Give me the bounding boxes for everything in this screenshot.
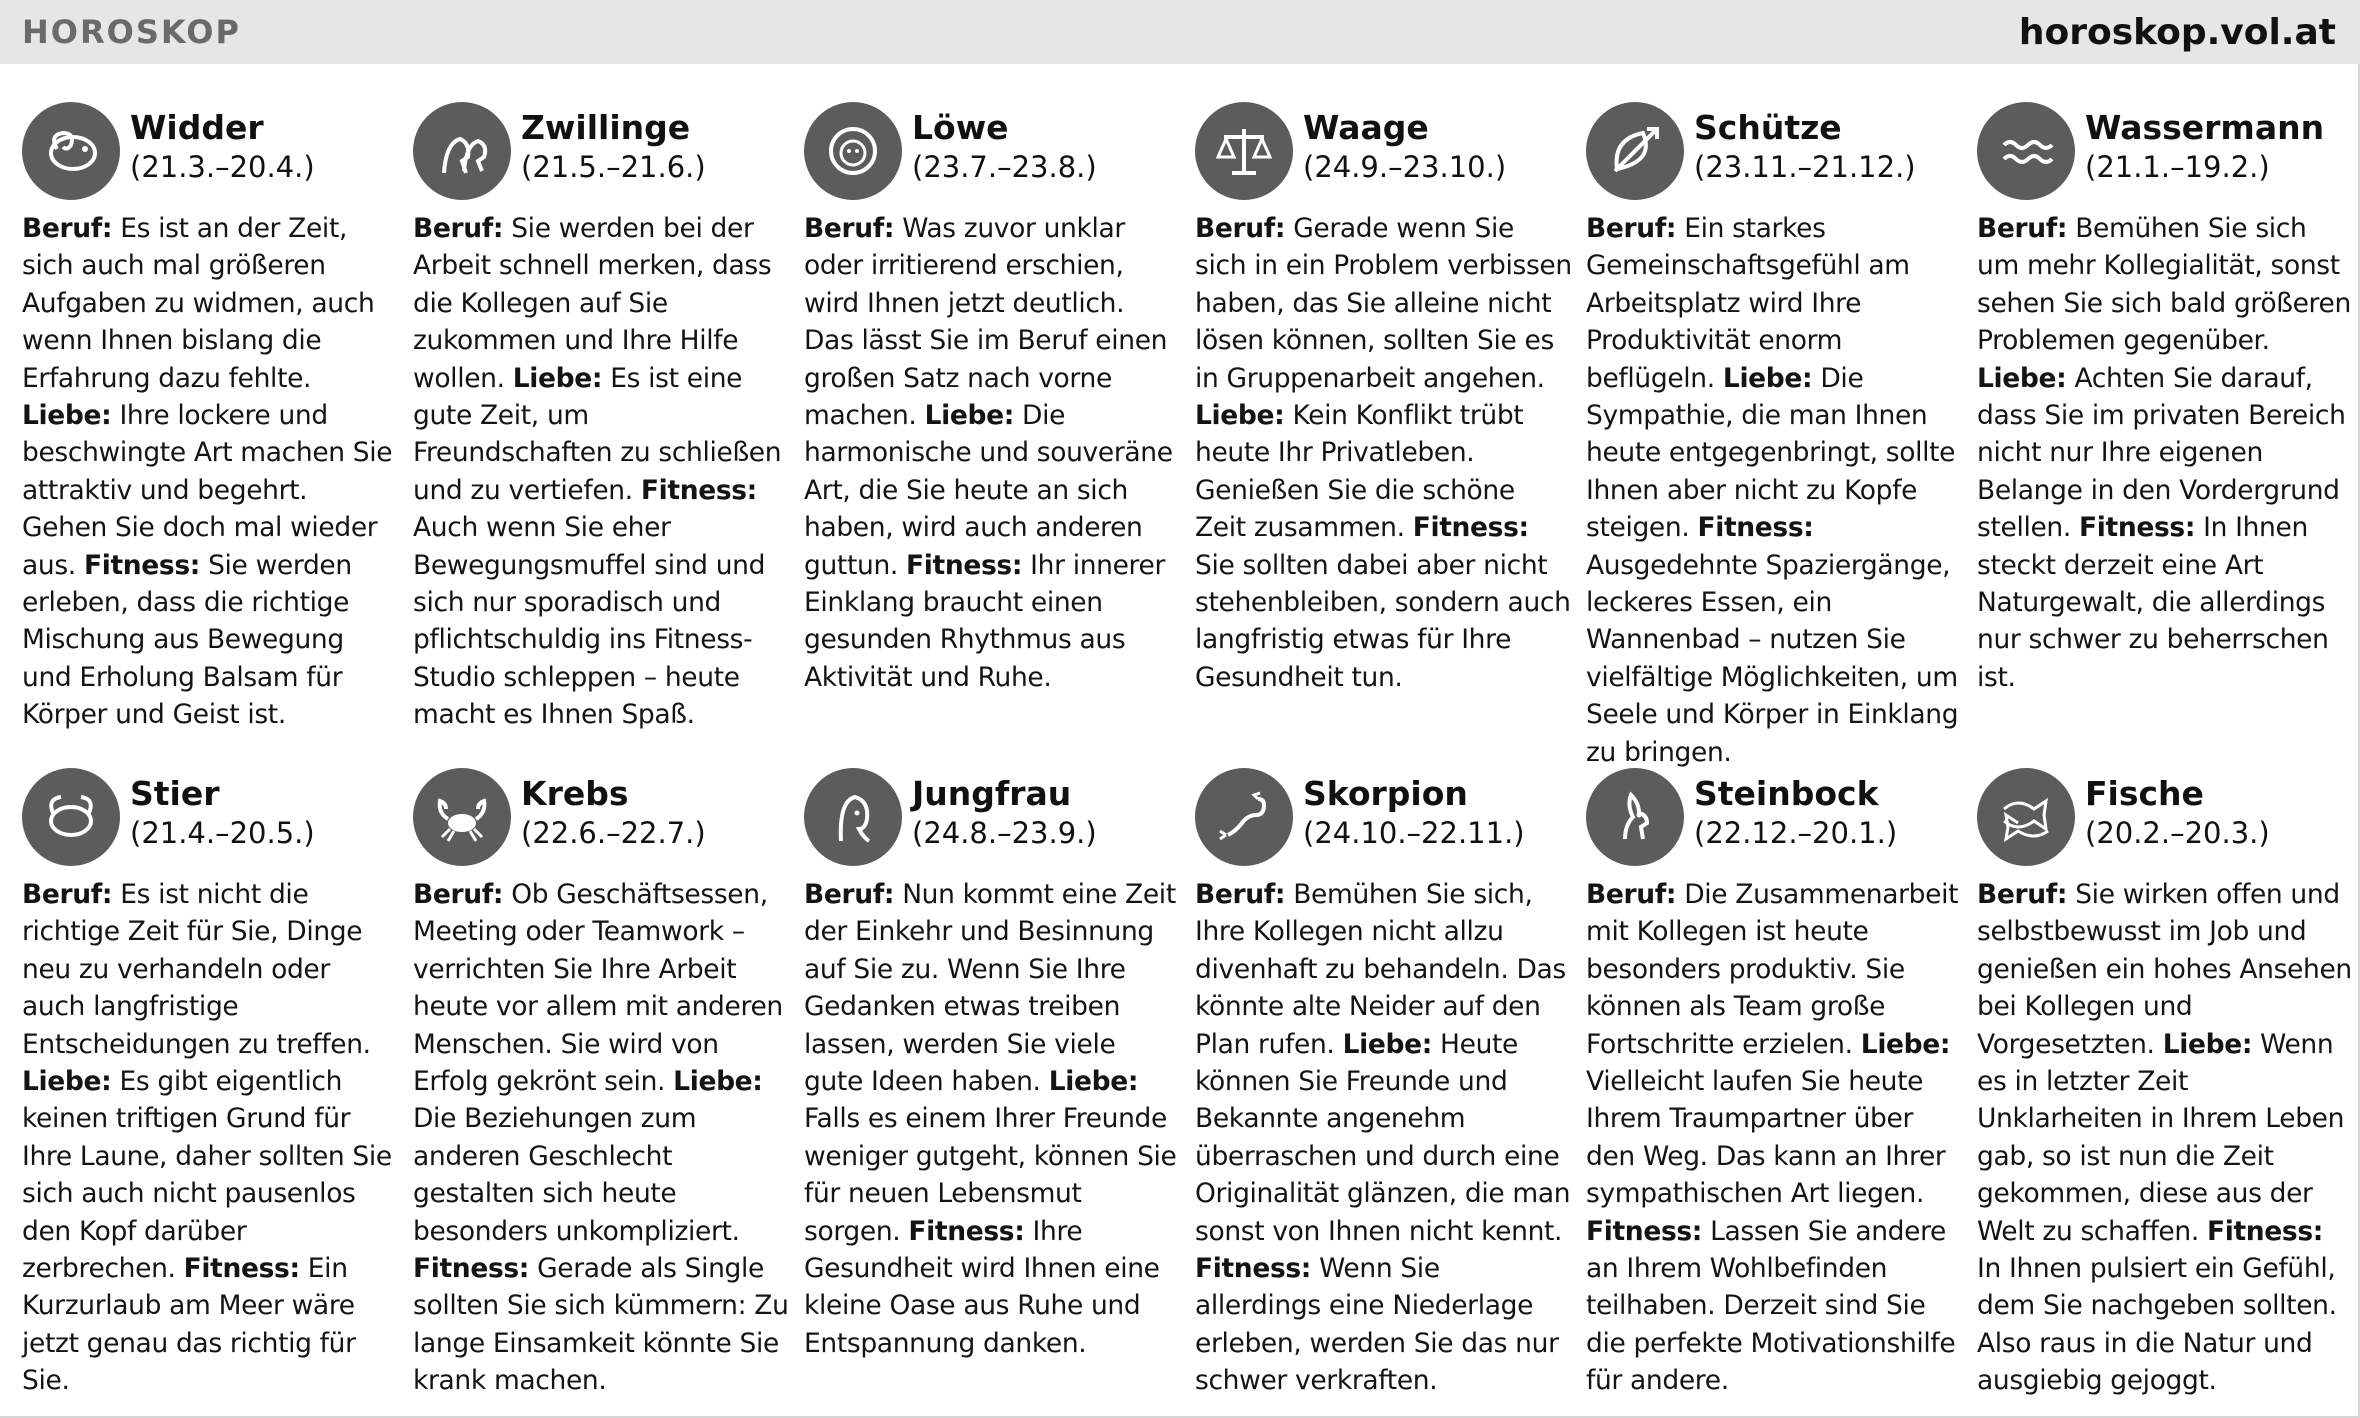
beruf-label: Beruf: (1195, 879, 1286, 910)
beruf-text: Es ist nicht die richtige Zeit für Sie, Dinge neu zu verhandeln oder auch langfristige Entscheidungen zu treffen. (22, 879, 371, 1060)
fitness-text: Lassen Sie andere an Ihrem Wohlbefinden teilhaben. Derzeit sind Sie die perfekte Motivationshilfe für andere. (1586, 1215, 1956, 1397)
liebe-label: Liebe: (924, 400, 1014, 432)
sign-name: Schütze (1694, 108, 1842, 147)
beruf-label: Beruf: (1977, 879, 2068, 910)
beruf-text: Die Zusammenarbeit mit Kollegen ist heute besonders produktiv. Sie können als Team große Fortschritte erzielen. (1586, 879, 1959, 1060)
beruf-text: Gerade wenn Sie sich in ein Problem verbissen haben, das Sie alleine nicht lösen können, sollten Sie es in Gruppenarbeit angehen. (1195, 213, 1572, 394)
sign-loewe (804, 96, 1195, 762)
fitness-text: In Ihnen steckt derzeit eine Art Naturgewalt, die allerdings nur schwer zu beherrschen ist. (1977, 512, 2329, 693)
sign-name: Steinbock (1694, 774, 1879, 813)
liebe-text: Vielleicht laufen Sie heute Ihrem Traumpartner über den Weg. Das kann an Ihrer sympathischen Art liegen. (1586, 1066, 1946, 1210)
fitness-label: Fitness: (83, 549, 200, 581)
beruf-label: Beruf: (1586, 879, 1677, 910)
liebe-label: Liebe: (1977, 362, 2067, 394)
fitness-label: Fitness: (1412, 512, 1529, 544)
sign-titles (2085, 762, 2270, 852)
fitness-text: Wenn Sie allerdings eine Niederlage erleben, werden Sie das nur schwer verkraften. (1195, 1253, 1559, 1397)
sign-titles (1303, 96, 1506, 186)
page-title: HOROSKOP (22, 13, 241, 51)
beruf-text: Nun kommt eine Zeit der Einkehr und Besinnung auf Sie zu. Wenn Sie Ihre Gedanken etwas treiben lassen, werden Sie viele gute Ideen haben. (804, 879, 1176, 1098)
liebe-text: Die Sympathie, die man Ihnen heute entgegenbringt, sollte Ihnen aber nicht zu Kopfe steigen. (1586, 362, 1956, 544)
sign-icon-graphic (39, 119, 103, 183)
beruf-text: Was zuvor unklar oder irritierend erschien, wird Ihnen jetzt deutlich. Das lässt Sie im Beruf einen großen Satz nach vorne machen. (804, 213, 1168, 432)
beruf-label: Beruf: (22, 213, 113, 244)
sign-icon-graphic (821, 119, 885, 183)
sign-header (1195, 762, 1572, 868)
bull-icon (22, 768, 120, 866)
sign-header (22, 762, 399, 868)
sign-icon-graphic (1212, 785, 1276, 849)
bow-and-arrow-icon (1586, 102, 1684, 200)
sign-name: Stier (130, 774, 220, 813)
liebe-text: Kein Konflikt trübt heute Ihr Privatleben. Genießen Sie die schöne Zeit zusammen. (1195, 400, 1524, 544)
sign-skorpion (1195, 762, 1586, 1402)
sign-titles (912, 762, 1097, 852)
beruf-label: Beruf: (1586, 213, 1677, 244)
liebe-label: Liebe: (22, 1066, 112, 1098)
sign-icon-graphic (1994, 785, 2058, 849)
fitness-text: Ein Kurzurlaub am Meer wäre jetzt genau das richtig für Sie. (22, 1253, 356, 1397)
sign-text (1977, 876, 2354, 1400)
beruf-label: Beruf: (804, 879, 895, 910)
fitness-text: Ausgedehnte Spaziergänge, leckeres Essen, ein Wannenbad – nutzen Sie vielfältige Möglichkeiten, um Seele und Körper in Einklang zu bringen. (1586, 549, 1959, 768)
fish-icon (1977, 768, 2075, 866)
sign-titles (1694, 762, 1897, 852)
sign-titles (130, 762, 315, 852)
sign-icon-graphic (821, 785, 885, 849)
liebe-label: Liebe: (1722, 362, 1813, 394)
liebe-text: Wenn es in letzter Zeit Unklarheiten in Ihrem Leben gab, so ist nun die Zeit gekommen, diese aus der Welt zu schaffen. (1977, 1028, 2345, 1247)
sign-dates: (22.12.–20.1.) (1694, 816, 1898, 850)
beruf-label: Beruf: (804, 213, 895, 244)
liebe-text: Falls es einem Ihrer Freunde weniger gutgeht, können Sie für neuen Lebensmut sorgen. (804, 1103, 1177, 1247)
sign-titles (521, 762, 706, 852)
sign-titles (521, 96, 706, 186)
sign-dates: (21.1.–19.2.) (2085, 150, 2270, 184)
scorpion-icon (1195, 768, 1293, 866)
fitness-text: Auch wenn Sie eher Bewegungsmuffel sind und sich nur sporadisch und pflichtschuldig ins Fitness-Studio schleppen – heute macht es Ihnen Spaß. (413, 512, 766, 731)
fitness-text: Ihr innerer Einklang braucht einen gesunden Rhythmus aus Aktivität und Ruhe. (804, 549, 1166, 693)
maiden-icon (804, 768, 902, 866)
liebe-label: Liebe: (1342, 1028, 1432, 1060)
sign-stier (22, 762, 413, 1402)
sign-name: Widder (130, 108, 264, 147)
sign-icon-graphic (430, 119, 494, 183)
beruf-text: Es ist an der Zeit, sich auch mal größeren Aufgaben zu widmen, auch wenn Ihnen bislang die Erfahrung dazu fehlte. (22, 213, 375, 394)
beruf-text: Bemühen Sie sich, Ihre Kollegen nicht allzu divenhaft zu behandeln. Das könnte alte Neider auf den Plan rufen. (1195, 879, 1566, 1060)
liebe-label: Liebe: (22, 400, 112, 432)
sign-dates: (23.7.–23.8.) (912, 150, 1097, 184)
sign-titles (1303, 762, 1525, 852)
fitness-label: Fitness: (906, 549, 1023, 581)
fitness-label: Fitness: (1195, 1253, 1312, 1285)
beruf-label: Beruf: (413, 213, 504, 244)
sign-wassermann (1977, 96, 2360, 762)
crab-icon (413, 768, 511, 866)
sign-header (1586, 96, 1963, 202)
liebe-text: Die Beziehungen zum anderen Geschlecht gestalten sich heute besonders unkompliziert. (413, 1103, 740, 1247)
liebe-label: Liebe: (1195, 400, 1285, 432)
sign-text (804, 210, 1181, 696)
fitness-text: In Ihnen pulsiert ein Gefühl, dem Sie nachgeben sollten. Also raus in die Natur und ausgiebig gejoggt. (1977, 1253, 2337, 1397)
water-bearer-icon (1977, 102, 2075, 200)
ram-icon (22, 102, 120, 200)
ibex-icon (1586, 768, 1684, 866)
lion-icon (804, 102, 902, 200)
sign-icon-graphic (1603, 119, 1667, 183)
sign-name: Waage (1303, 108, 1429, 147)
liebe-label: Liebe: (1860, 1028, 1951, 1060)
beruf-text: Sie wirken offen und selbstbewusst im Job und genießen ein hohes Ansehen bei Kollegen und Vorgesetzten. (1977, 879, 2352, 1060)
fitness-text: Ihre Gesundheit wird Ihnen eine kleine Oase aus Ruhe und Entspannung danken. (804, 1215, 1160, 1359)
sign-header (804, 762, 1181, 868)
liebe-text: Heute können Sie Freunde und Bekannte angenehm überraschen und durch eine Originalität glänzen, die man sonst von Ihnen nicht kennt. (1195, 1028, 1571, 1247)
sign-dates: (24.9.–23.10.) (1303, 150, 1507, 184)
sign-name: Skorpion (1303, 774, 1468, 813)
sign-dates: (20.2.–20.3.) (2085, 816, 2270, 850)
fitness-text: Sie werden erleben, dass die richtige Mischung aus Bewegung und Erholung Balsam für Körper und Geist ist. (22, 549, 352, 731)
beruf-label: Beruf: (22, 879, 113, 910)
sign-text (22, 876, 399, 1400)
sign-header (1977, 96, 2354, 202)
fitness-label: Fitness: (2206, 1215, 2324, 1247)
liebe-label: Liebe: (1048, 1066, 1139, 1098)
sign-text (1586, 876, 1963, 1400)
twins-icon (413, 102, 511, 200)
sign-header (1586, 762, 1963, 868)
beruf-text: Ob Geschäftsessen, Meeting oder Teamwork – verrichten Sie Ihre Arbeit heute vor allem mit anderen Menschen. Sie wird von Erfolg gekrönt sein. (413, 879, 783, 1098)
sign-icon-graphic (1212, 119, 1276, 183)
liebe-text: Es ist eine gute Zeit, um Freundschaften zu schließen und zu vertiefen. (413, 362, 782, 506)
sign-name: Krebs (521, 774, 629, 813)
sign-icon-graphic (430, 785, 494, 849)
sign-text (804, 876, 1181, 1362)
sign-name: Löwe (912, 108, 1009, 147)
liebe-label: Liebe: (512, 362, 603, 394)
beruf-text: Bemühen Sie sich um mehr Kollegialität, sonst sehen Sie sich bald größeren Problemen gegenüber. (1977, 213, 2351, 357)
fitness-label: Fitness: (1697, 512, 1814, 544)
sign-name: Fische (2085, 774, 2204, 813)
beruf-text: Sie werden bei der Arbeit schnell merken, dass die Kollegen auf Sie zukommen und Ihre Hilfe wollen. (413, 213, 772, 394)
sign-dates: (21.5.–21.6.) (521, 150, 706, 184)
fitness-label: Fitness: (908, 1215, 1025, 1247)
sign-icon-graphic (39, 785, 103, 849)
sign-dates: (23.11.–21.12.) (1694, 150, 1916, 184)
sign-text (1195, 876, 1572, 1400)
sign-waage (1195, 96, 1586, 762)
sign-widder (22, 96, 413, 762)
sign-steinbock (1586, 762, 1977, 1402)
sign-icon-graphic (1994, 119, 2058, 183)
sign-name: Jungfrau (912, 774, 1072, 813)
sign-dates: (21.3.–20.4.) (130, 150, 315, 184)
fitness-label: Fitness: (640, 474, 757, 506)
beruf-label: Beruf: (1195, 213, 1286, 244)
liebe-label: Liebe: (2162, 1028, 2253, 1060)
sign-header (804, 96, 1181, 202)
sign-dates: (21.4.–20.5.) (130, 816, 315, 850)
sign-dates: (24.8.–23.9.) (912, 816, 1097, 850)
fitness-label: Fitness: (2079, 512, 2196, 544)
horoscope-grid (22, 96, 2358, 1402)
fitness-label: Fitness: (183, 1253, 300, 1285)
fitness-label: Fitness: (1586, 1215, 1703, 1247)
sign-text (1195, 210, 1572, 696)
beruf-label: Beruf: (413, 879, 504, 910)
sign-header (413, 762, 790, 868)
sign-header (1977, 762, 2354, 868)
liebe-text: Achten Sie darauf, dass Sie im privaten Bereich nicht nur Ihre eigenen Belange in den Vordergrund stellen. (1977, 362, 2346, 544)
sign-titles (130, 96, 315, 186)
sign-dates: (22.6.–22.7.) (521, 816, 706, 850)
site-url[interactable]: horoskop.vol.at (2018, 11, 2336, 53)
sign-header (413, 96, 790, 202)
sign-name: Wassermann (2085, 108, 2325, 147)
liebe-text: Ihre lockere und beschwingte Art machen Sie attraktiv und begehrt. Gehen Sie doch mal wieder aus. (22, 400, 393, 581)
sign-header (22, 96, 399, 202)
sign-name: Zwillinge (521, 108, 691, 147)
sign-header (1195, 96, 1572, 202)
sign-titles (1694, 96, 1916, 186)
fitness-label: Fitness: (413, 1253, 530, 1285)
page-header (0, 0, 2360, 64)
sign-titles (2085, 96, 2324, 186)
sign-titles (912, 96, 1097, 186)
sign-text (1977, 210, 2354, 696)
sign-icon-graphic (1603, 785, 1667, 849)
sign-dates: (24.10.–22.11.) (1303, 816, 1525, 850)
beruf-label: Beruf: (1977, 213, 2068, 244)
sign-text (413, 210, 790, 734)
sign-zwillinge (413, 96, 804, 762)
sign-text (413, 876, 790, 1400)
liebe-text: Die harmonische und souveräne Art, die Sie heute an sich haben, wird auch anderen guttun. (804, 400, 1173, 581)
scales-icon (1195, 102, 1293, 200)
sign-text (22, 210, 399, 734)
fitness-text: Sie sollten dabei aber nicht stehenbleiben, sondern auch langfristig etwas für Ihre Gesundheit tun. (1195, 549, 1571, 693)
liebe-text: Es gibt eigentlich keinen triftigen Grund für Ihre Laune, daher sollten Sie sich auch nicht pausenlos den Kopf darüber zerbrechen. (22, 1066, 392, 1285)
fitness-text: Gerade als Single sollten Sie sich kümmern: Zu lange Einsamkeit könnte Sie krank machen. (413, 1253, 789, 1397)
sign-krebs (413, 762, 804, 1402)
sign-fische (1977, 762, 2360, 1402)
liebe-label: Liebe: (673, 1066, 763, 1098)
beruf-text: Ein starkes Gemeinschaftsgefühl am Arbeitsplatz wird Ihre Produktivität enorm beflügeln. (1586, 213, 1910, 394)
sign-text (1586, 210, 1963, 771)
sign-jungfrau (804, 762, 1195, 1402)
sign-schuetze (1586, 96, 1977, 768)
